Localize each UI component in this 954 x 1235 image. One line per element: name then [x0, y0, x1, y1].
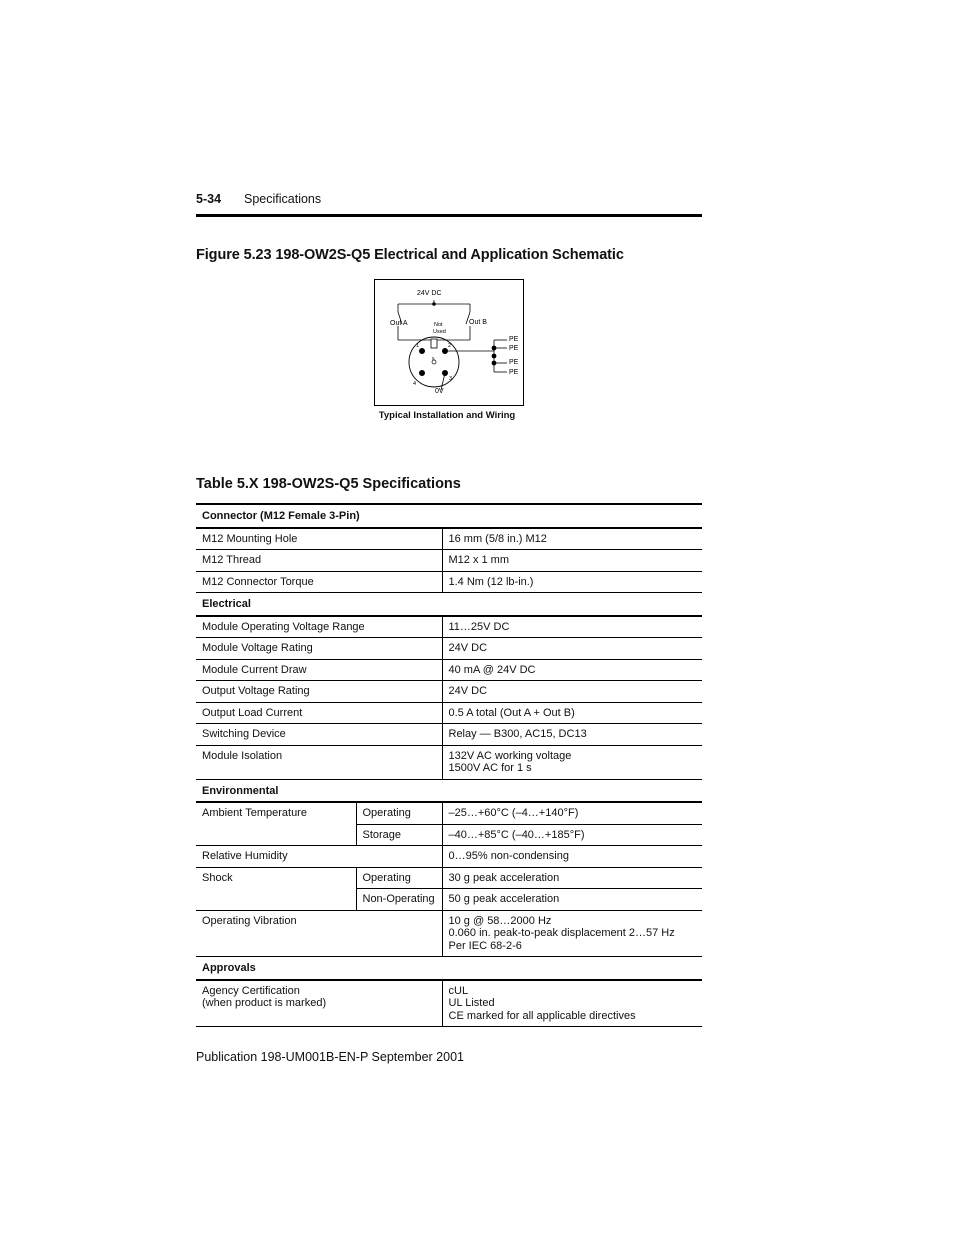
- not-used-label: Not: [434, 322, 443, 328]
- section-row: [196, 593, 702, 616]
- specifications-table: [196, 503, 702, 1027]
- table-title: Table 5.X 198-OW2S-Q5 Specifications: [196, 476, 461, 492]
- out-a-label: Out A: [390, 320, 408, 327]
- section-name: Specifications: [244, 192, 322, 206]
- section-connector: Connector (M12 Female 3-Pin): [196, 504, 702, 528]
- not-used-label-2: Used: [433, 329, 446, 335]
- table-row: Storage –40…+85°C (–40…+185°F): [196, 824, 702, 846]
- pe-label-4: PE: [509, 369, 519, 376]
- page-header: [196, 192, 701, 206]
- table-row: Ambient Temperature Operating –25…+60°C (–4…+140°F): [196, 802, 702, 824]
- table-row: Operating Vibration 10 g @ 58…2000 Hz 0.060 in. peak-to-peak displacement 2…57 Hz Per IEC 68-2-6: [196, 910, 702, 957]
- wiring-schematic: [374, 279, 524, 406]
- table-row: Non-Operating 50 g peak acceleration: [196, 889, 702, 911]
- svg-text:5: 5: [432, 356, 435, 361]
- table-row: Module Current Draw 40 mA @ 24V DC: [196, 659, 702, 681]
- svg-text:4: 4: [413, 381, 417, 387]
- supply-label: 24V DC: [417, 290, 442, 297]
- svg-text:2: 2: [448, 343, 452, 349]
- table-row: Module Voltage Rating 24V DC: [196, 638, 702, 660]
- svg-text:3: 3: [449, 376, 453, 382]
- table-row: M12 Connector Torque 1.4 Nm (12 lb-in.): [196, 571, 702, 593]
- table-row: Agency Certification (when product is marked) cUL UL Listed CE marked for all applicable directives: [196, 980, 702, 1027]
- table-row: Relative Humidity 0…95% non-condensing: [196, 846, 702, 868]
- ground-label: 0V: [435, 388, 444, 395]
- table-row: Switching Device Relay — B300, AC15, DC13: [196, 724, 702, 746]
- section-environmental: Environmental: [196, 779, 702, 802]
- header-rule: [196, 214, 702, 217]
- figure-caption: Typical Installation and Wiring: [378, 410, 516, 421]
- page-number: 5-34: [196, 192, 222, 206]
- table-row: M12 Mounting Hole 16 mm (5/8 in.) M12: [196, 528, 702, 550]
- table-row: Shock Operating 30 g peak acceleration: [196, 867, 702, 889]
- svg-text:1: 1: [416, 343, 420, 349]
- table-row: Output Voltage Rating 24V DC: [196, 681, 702, 703]
- section-approvals: Approvals: [196, 957, 702, 980]
- figure-title: Figure 5.23 198-OW2S-Q5 Electrical and Application Schematic: [196, 247, 624, 263]
- pe-label-2: PE: [509, 345, 519, 352]
- section-row: [196, 779, 702, 802]
- pe-label-1: PE: [509, 336, 519, 343]
- pe-label-3: PE: [509, 359, 519, 366]
- table-row: Output Load Current 0.5 A total (Out A + Out B): [196, 702, 702, 724]
- section-row: [196, 957, 702, 980]
- table-row: Module Isolation 132V AC working voltage 1500V AC for 1 s: [196, 745, 702, 779]
- publication-footer: Publication 198-UM001B-EN-P September 2001: [196, 1050, 464, 1064]
- out-b-label: Out B: [469, 319, 487, 326]
- section-row: [196, 504, 702, 528]
- table-row: Module Operating Voltage Range 11…25V DC: [196, 616, 702, 638]
- section-electrical: Electrical: [196, 593, 702, 616]
- table-row: M12 Thread M12 x 1 mm: [196, 550, 702, 572]
